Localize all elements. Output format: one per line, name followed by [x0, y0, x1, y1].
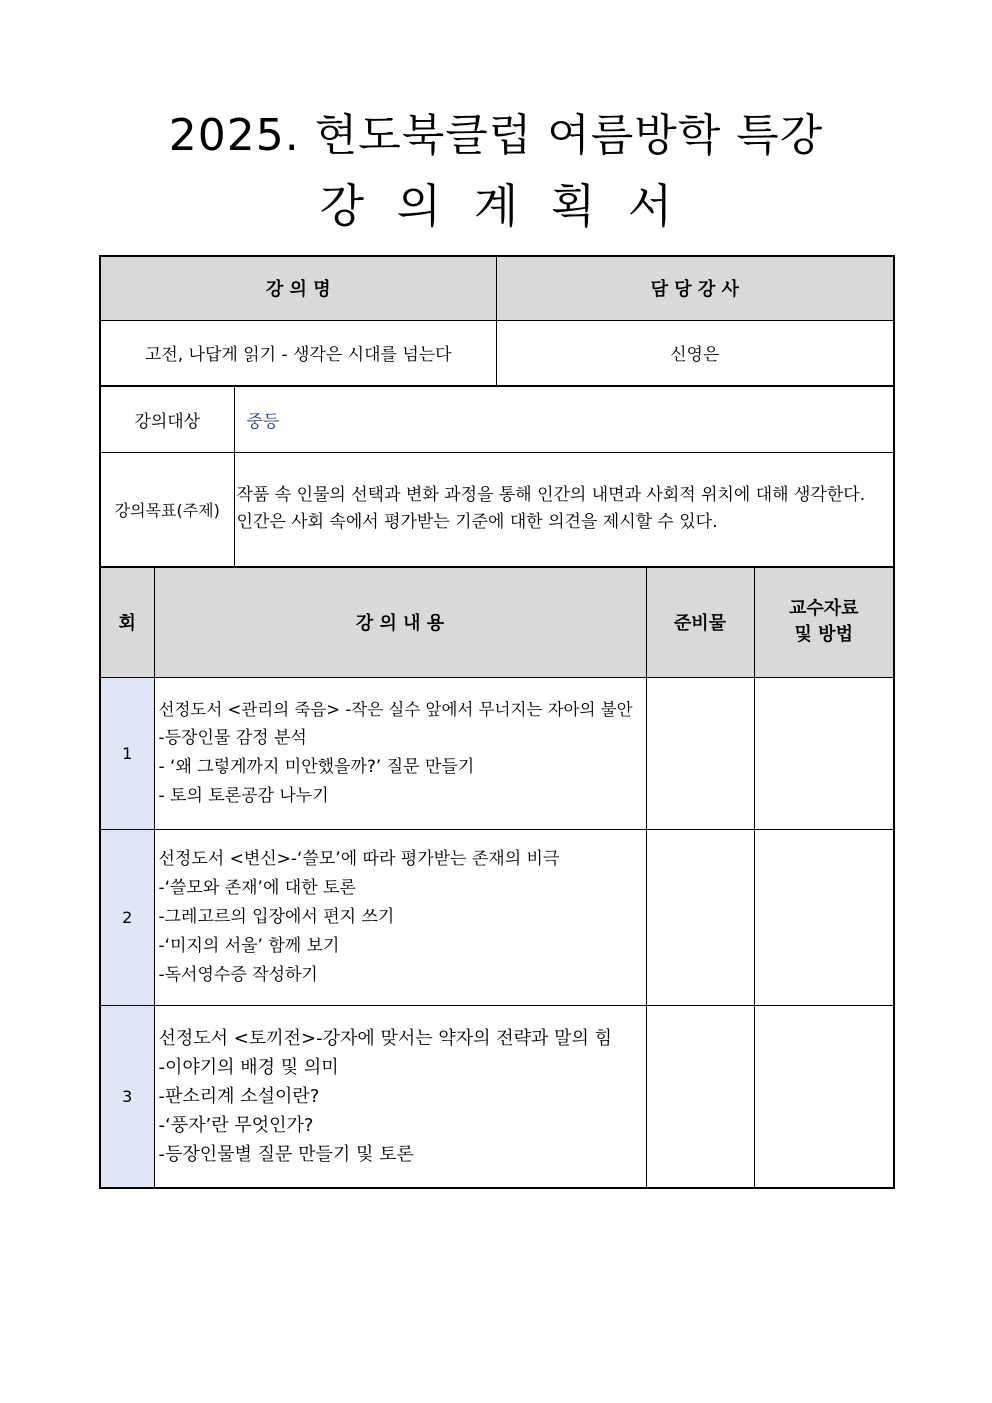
content-line: -독서영수증 작성하기: [158, 964, 318, 985]
goal-text: [234, 453, 894, 567]
content-line: -‘미지의 서울’ 함께 보기: [158, 935, 340, 956]
content-line: -판소리계 소설이란?: [158, 1085, 320, 1107]
session-number: 1: [100, 677, 154, 829]
session-content: [154, 829, 646, 1005]
target-value: 중등: [234, 386, 894, 453]
content-line: 선정도서 <변신>-‘쓸모’에 따라 평가받는 존재의 비극: [158, 848, 560, 869]
content-line: -그레고르의 입장에서 편지 쓰기: [158, 906, 395, 927]
session-number: 3: [100, 1005, 154, 1188]
instructor-value: 신영은: [496, 320, 894, 386]
materials-cell: [646, 829, 754, 1005]
materials-cell: [646, 1005, 754, 1188]
content-line: -등장인물별 질문 만들기 및 토론: [158, 1143, 414, 1165]
course-detail-table: [99, 385, 895, 568]
schedule-table: [99, 566, 895, 1189]
materials-header: 준비물: [646, 567, 754, 677]
course-name-header: 강 의 명: [100, 256, 496, 320]
content-line: - 토의 토론공감 나누기: [158, 786, 329, 806]
content-line: -이야기의 배경 및 의미: [158, 1056, 339, 1078]
document-subtitle: 강 의 계 획 서: [319, 179, 673, 233]
content-line: -‘풍자’란 무엇인가?: [158, 1114, 314, 1136]
method-header-line: 교수자료: [788, 598, 859, 620]
method-header-line: 및 방법: [794, 624, 853, 646]
table-row: [100, 829, 894, 1005]
table-row: [100, 1005, 894, 1188]
session-content: [154, 677, 646, 829]
method-cell: [754, 677, 894, 829]
table-row: [100, 677, 894, 829]
course-name-value: 고전, 나답게 읽기 - 생각은 시대를 넘는다: [100, 320, 496, 386]
materials-cell: [646, 677, 754, 829]
content-line: 선정도서 <토끼전>-강자에 맞서는 약자의 전략과 말의 힘: [158, 1027, 613, 1049]
content-header: 강 의 내 용: [154, 567, 646, 677]
target-label: 강의대상: [100, 386, 234, 453]
document-title: 2025. 현도북클럽 여름방학 특강: [168, 110, 824, 161]
session-header: 회: [100, 567, 154, 677]
instructor-header: 담 당 강 사: [496, 256, 894, 320]
session-content: [154, 1005, 646, 1188]
content-line: - ‘왜 그렇게까지 미안했을까?’ 질문 만들기: [158, 757, 475, 777]
content-line: -등장인물 감정 분석: [158, 728, 307, 748]
goal-line: 인간은 사회 속에서 평가받는 기준에 대한 의견을 제시할 수 있다.: [236, 512, 718, 533]
goal-line: 작품 속 인물의 선택과 변화 과정을 통해 인간의 내면과 사회적 위치에 대해 생각한다.: [236, 485, 866, 506]
content-line: -‘쓸모와 존재’에 대한 토론: [158, 877, 356, 898]
method-header: [754, 567, 894, 677]
course-info-table: [99, 255, 895, 387]
content-line: 선정도서 <관리의 죽음> -작은 실수 앞에서 무너지는 자아의 불안: [158, 700, 633, 719]
goal-label: 강의목표(주제): [100, 453, 234, 567]
method-cell: [754, 1005, 894, 1188]
method-cell: [754, 829, 894, 1005]
session-number: 2: [100, 829, 154, 1005]
